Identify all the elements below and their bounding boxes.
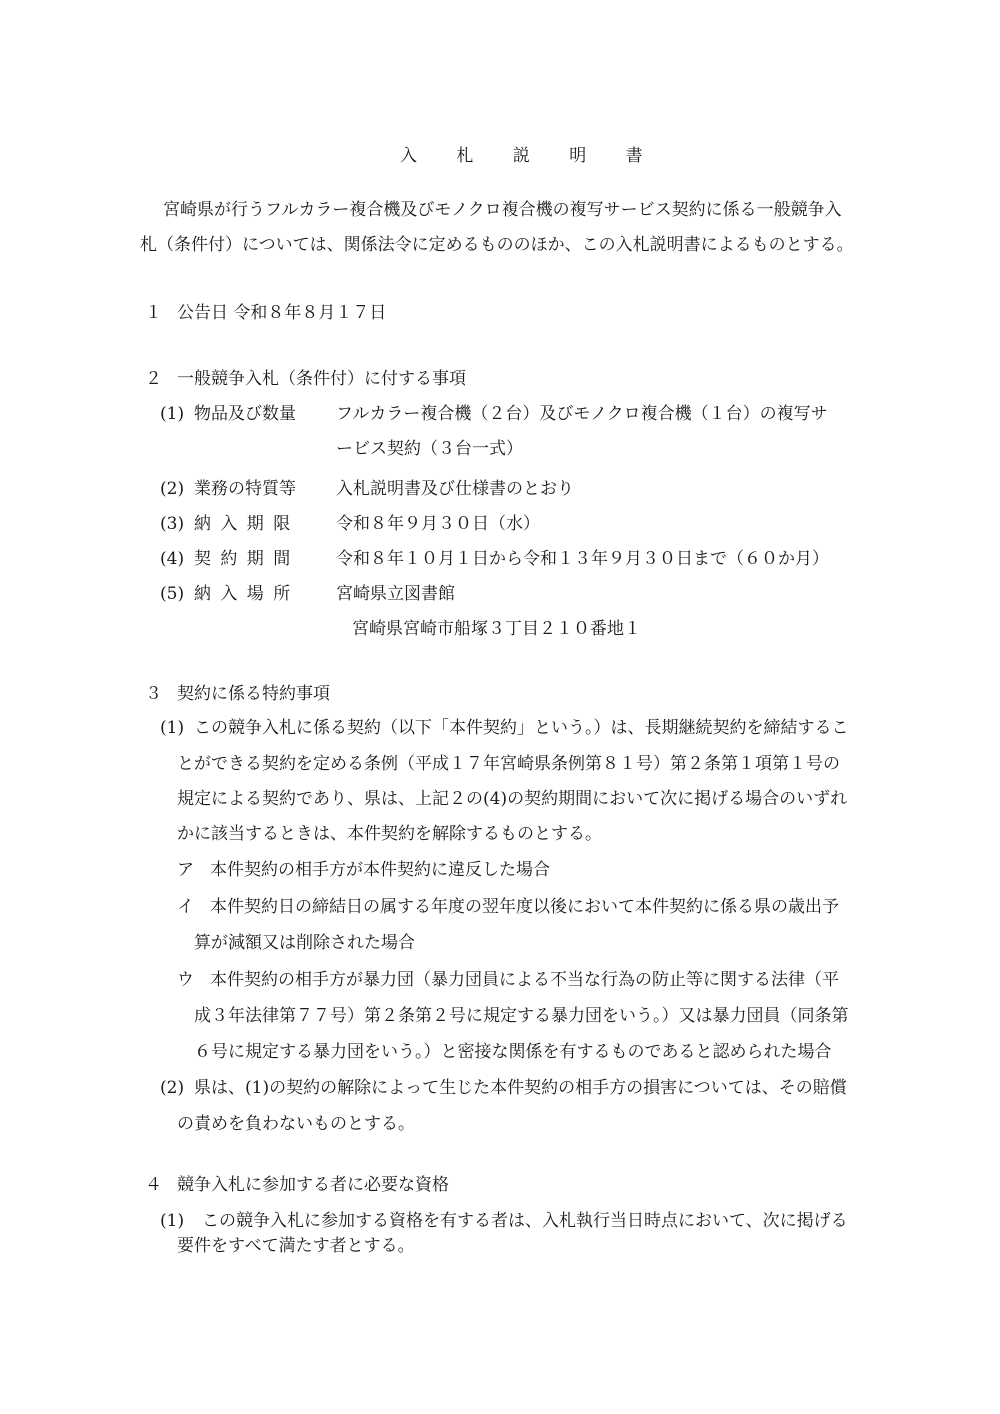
s3-subitem-u-line-2: 成３年法律第７７号）第２条第２号に規定する暴力団をいう。）又は暴力団員（同条第 [194,1006,849,1026]
s3-subitem-i-mark: イ [177,897,194,917]
s3-subitem-u-line-1: 本件契約の相手方が暴力団（暴力団員による不当な行為の防止等に関する法律（平 [210,970,839,990]
s3-p1-line-1: この競争入札に係る契約（以下「本件契約」という。）は、長期継続契約を締結するこ [194,718,849,738]
s4-p1-line-1: この競争入札に参加する資格を有する者は、入札執行当日時点において、次に掲げる [202,1211,848,1231]
section-1-text: 公告日 令和８年８月１７日 [177,303,387,323]
s3-subitem-a-mark: ア [177,860,194,880]
s3-p2-line-2: の責めを負わないものとする。 [177,1114,415,1134]
s3-p2-number: (2) [160,1078,185,1098]
section-3-number: ３ [145,684,162,704]
s2-item-3-label: 納 入 期 限 [194,514,293,534]
s2-item-5-value: 宮崎県立図書館 [336,584,455,604]
section-1-number: １ [145,303,162,323]
s2-item-2-label: 業務の特質等 [194,479,296,499]
document-title: 入 札 説 明 書 [400,146,660,166]
s3-subitem-u-mark: ウ [177,970,194,990]
s2-item-2-value: 入札説明書及び仕様書のとおり [336,479,574,499]
s3-subitem-a-line-1: 本件契約の相手方が本件契約に違反した場合 [210,860,550,880]
s2-item-5-label: 納 入 場 所 [194,584,293,604]
s3-p2-line-1: 県は、(1)の契約の解除によって生じた本件契約の相手方の損害については、その賠償 [194,1078,847,1098]
section-2-heading: 一般競争入札（条件付）に付する事項 [177,369,466,389]
s2-item-3-number: (3) [160,514,185,534]
s2-item-4-number: (4) [160,549,185,569]
s3-p1-line-3: 規定による契約であり、県は、上記２の(4)の契約期間において次に掲げる場合のいずれ [177,789,848,809]
s2-item-1-value-cont: ービス契約（３台一式） [336,439,523,459]
s2-item-1-value: フルカラー複合機（２台）及びモノクロ複合機（１台）の複写サ [336,404,828,424]
s2-item-1-number: (1) [160,404,185,424]
section-2-number: ２ [145,369,162,389]
s2-item-4-label: 契 約 期 間 [194,549,293,569]
s2-item-4-value: 令和８年１０月１日から令和１３年９月３０日まで（６０か月） [336,549,829,569]
s2-item-2-number: (2) [160,479,185,499]
s3-p1-line-2: とができる契約を定める条例（平成１７年宮崎県条例第８１号）第２条第１項第１号の [177,754,840,774]
section-4-number: ４ [145,1175,162,1195]
s4-p1-line-2: 要件をすべて満たす者とする。 [177,1236,415,1256]
s3-subitem-u-line-3: ６号に規定する暴力団をいう。）と密接な関係を有するものであると認められた場合 [194,1042,832,1062]
s2-item-5-number: (5) [160,584,185,604]
s2-item-1-label: 物品及び数量 [194,404,296,424]
s3-p1-number: (1) [160,718,185,738]
intro-line-1: 宮崎県が行うフルカラー複合機及びモノクロ複合機の複写サービス契約に係る一般競争入 [163,200,842,220]
s3-subitem-i-line-2: 算が減額又は削除された場合 [194,933,415,953]
intro-line-2: 札（条件付）については、関係法令に定めるもののほか、この入札説明書によるものとする。 [140,235,854,255]
s3-p1-line-4: かに該当するときは、本件契約を解除するものとする。 [177,824,602,844]
section-3-heading: 契約に係る特約事項 [177,684,330,704]
s3-subitem-i-line-1: 本件契約日の締結日の属する年度の翌年度以後において本件契約に係る県の歳出予 [210,897,839,917]
s4-p1-number: (1) [160,1211,185,1231]
section-4-heading: 競争入札に参加する者に必要な資格 [177,1175,449,1195]
s2-item-5-value-cont: 宮崎県宮崎市船塚３丁目２１０番地１ [352,619,641,639]
s2-item-3-value: 令和８年９月３０日（水） [336,514,540,534]
